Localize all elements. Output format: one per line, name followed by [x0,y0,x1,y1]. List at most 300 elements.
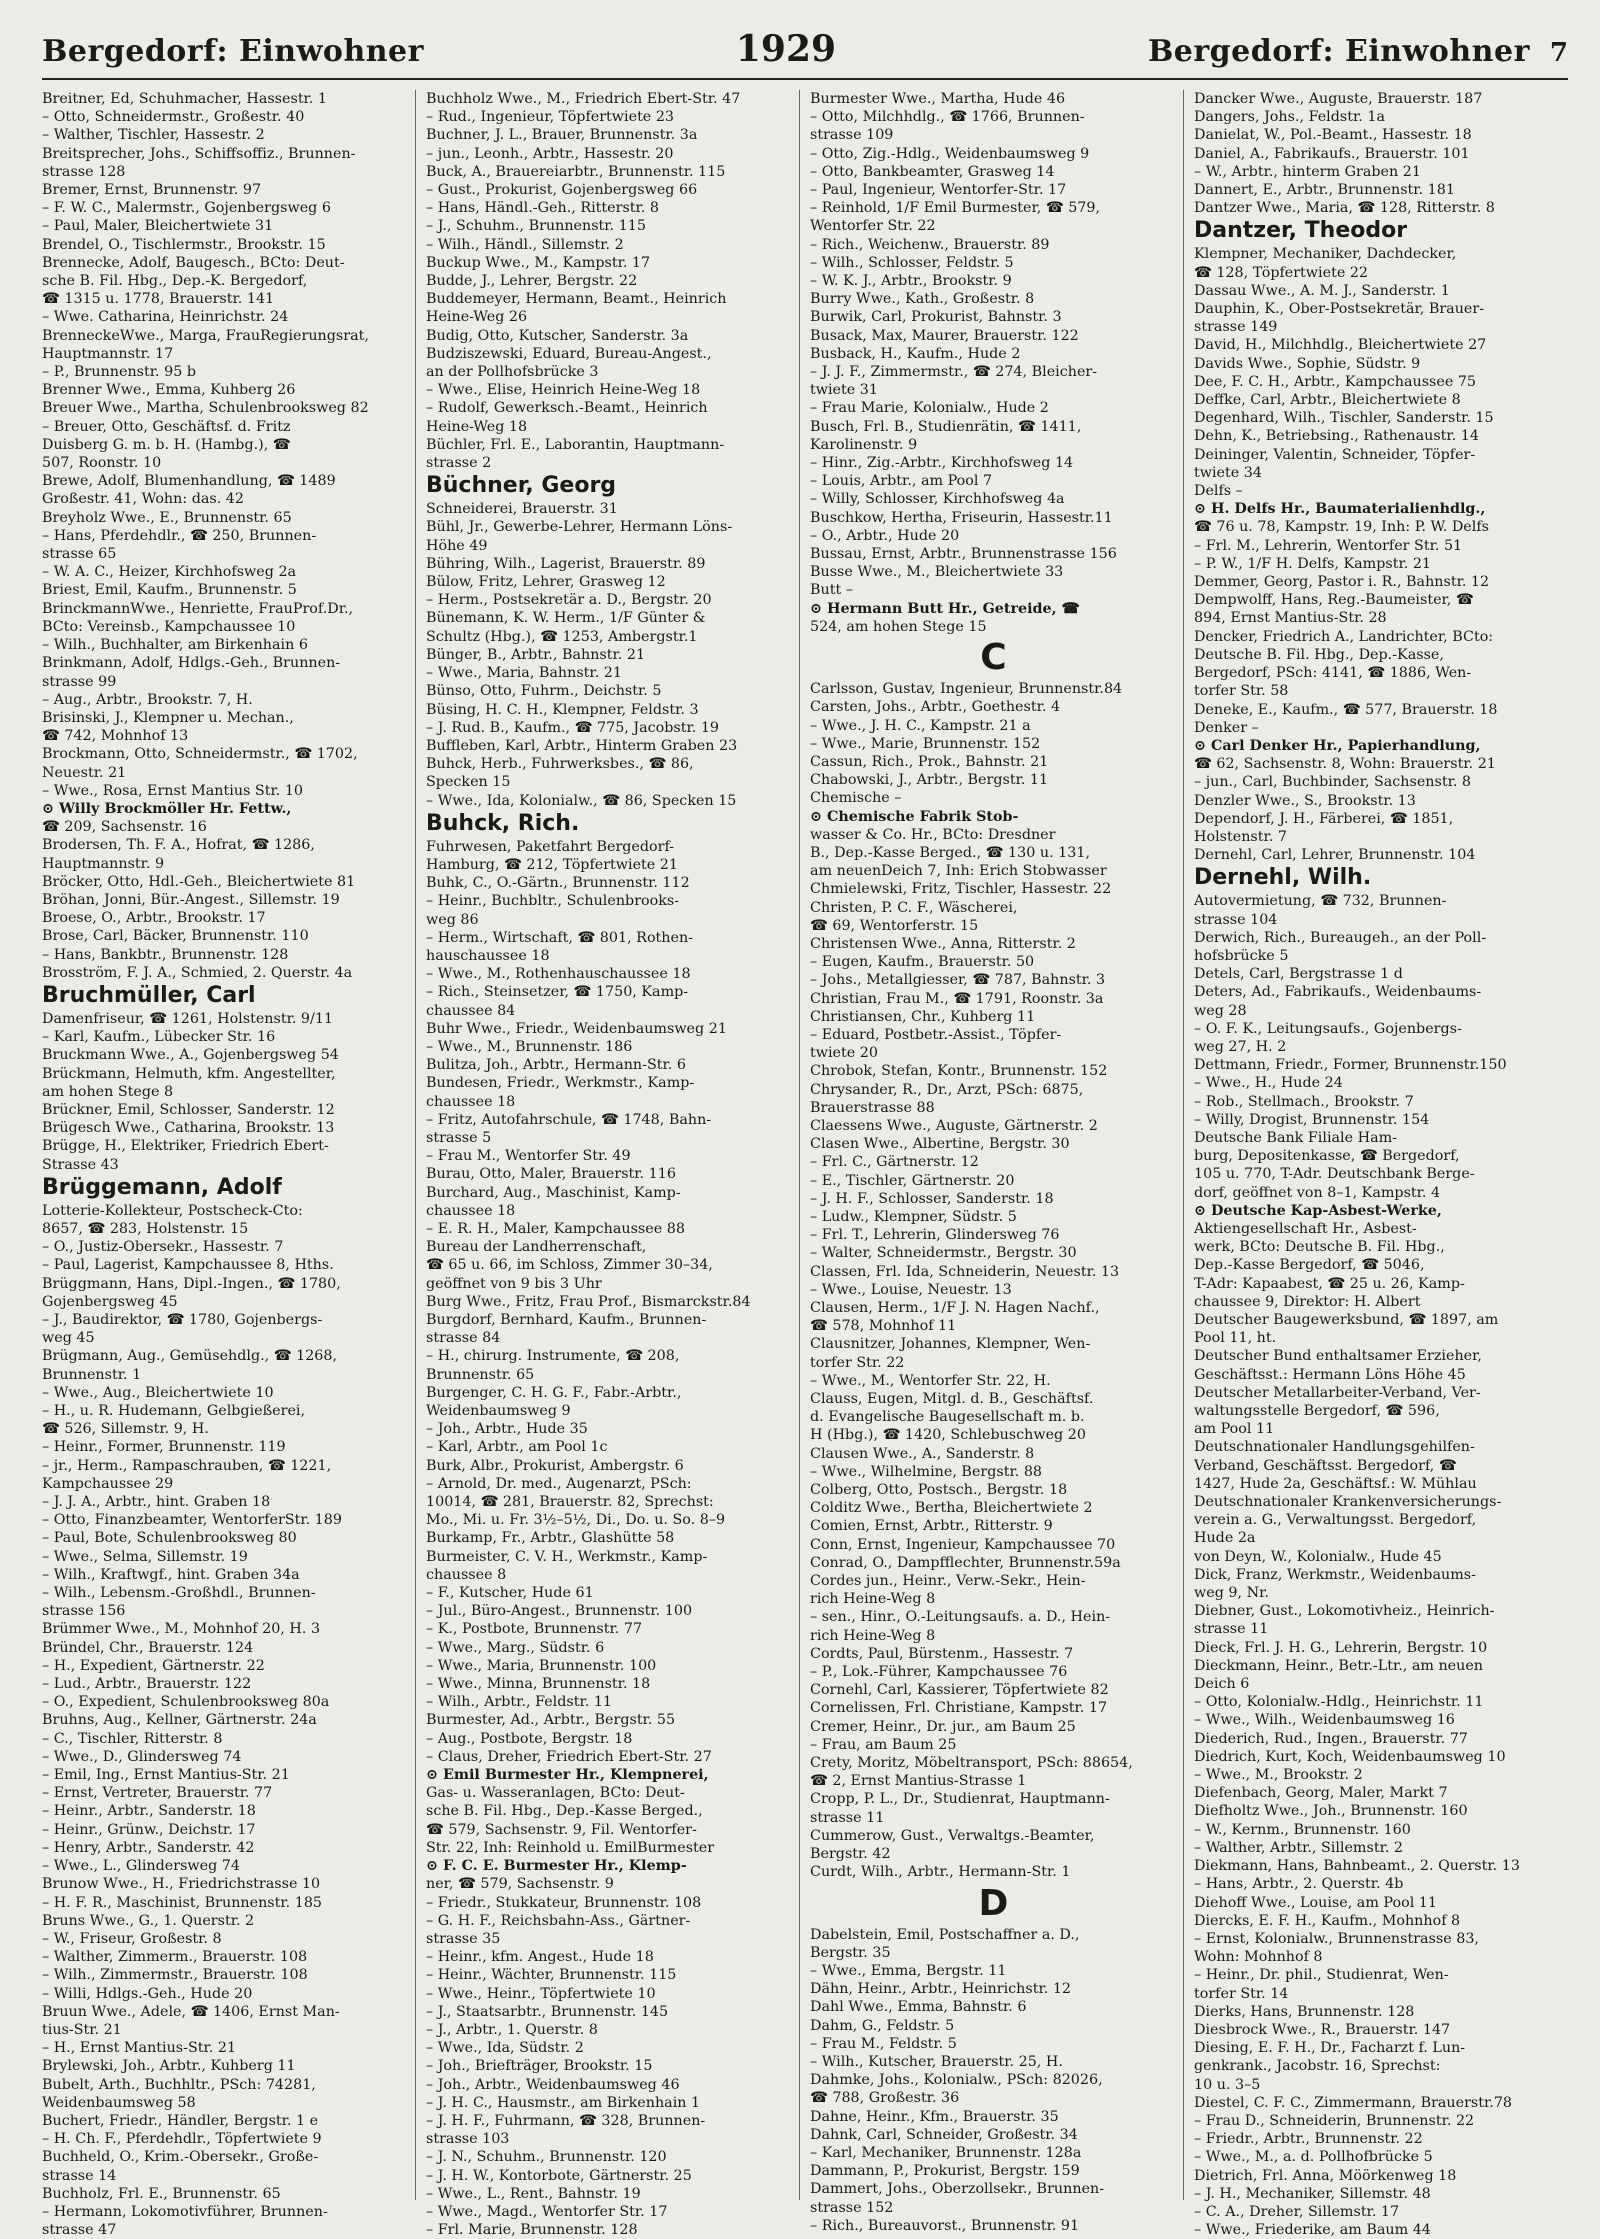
directory-entry: – Wwe., M., Brunnenstr. 186 [426,1038,633,1055]
directory-entry: Burmester, Ad., Arbtr., Bergstr. 55 [426,1712,676,1729]
directory-entry: Christen, P. C. F., Wäscherei, [810,899,1018,916]
directory-entry: Buchholz, Frl. E., Brunnenstr. 65 [42,2185,281,2202]
directory-entry: Hamburg, ☎ 212, Töpfertwiete 21 [426,856,679,873]
directory-entry: – Wwe., Rosa, Ernst Mantius Str. 10 [42,782,304,799]
directory-entry: Deutscher Bund enthaltsamer Erzieher, [1194,1348,1482,1365]
directory-entry: – Wwe., Elise, Heinrich Heine-Weg 18 [426,382,701,399]
directory-entry: – Wilh., Lebensm.-Großhdl., Brunnen- [42,1585,316,1602]
directory-entry: Autovermietung, ☎ 732, Brunnen- [1194,893,1447,910]
header-right [1148,34,1568,69]
directory-entry: – Emil, Ing., Ernst Mantius-Str. 21 [42,1767,290,1784]
directory-entry: – Eugen, Kaufm., Brauerstr. 50 [810,954,1035,971]
directory-entry: Buckup Wwe., M., Kampstr. 17 [426,254,651,271]
directory-entry: hofsbrücke 5 [1194,947,1289,964]
directory-entry: – Hinr., Zig.-Arbtr., Kirchhofsweg 14 [810,455,1074,472]
directory-entry: Cordes jun., Heinr., Verw.-Sekr., Hein- [810,1573,1086,1590]
directory-entry: Bünemann, K. W. Herm., 1/F Günter & [426,610,706,627]
directory-entry: Bünso, Otto, Fuhrm., Deichstr. 5 [426,683,662,700]
directory-entry: – Wwe., H., Hude 24 [1194,1075,1343,1092]
directory-entry: Busse Wwe., M., Bleichertwiete 33 [810,564,1064,581]
directory-entry: Deutsche Bank Filiale Ham- [1194,1129,1397,1146]
directory-entry: Dierks, Hans, Brunnenstr. 128 [1194,2003,1415,2020]
directory-entry: – Rud., Ingenieur, Töpfertwiete 23 [426,109,675,126]
directory-entry: – Wwe., Wilh., Weidenbaumsweg 16 [1194,1712,1455,1729]
directory-entry: Comien, Ernst, Arbtr., Ritterstr. 9 [810,1518,1053,1535]
directory-entry: – Paul, Ingenieur, Wentorfer-Str. 17 [810,182,1067,199]
directory-entry: – J. J. F., Zimmermstr., ☎ 274, Bleicher- [810,364,1098,381]
directory-entry: Dannert, E., Arbtr., Brunnenstr. 181 [1194,182,1455,199]
directory-entry: – Wwe., D., Glindersweg 74 [42,1748,242,1765]
directory-entry: – Wwe., Marie, Brunnenstr. 152 [810,735,1041,752]
directory-entry: Buchholz Wwe., M., Friedrich Ebert-Str. 47 [426,91,741,107]
directory-entry: ⊙ Emil Burmester Hr., Klempnerei, [426,1767,709,1784]
directory-entry: Dernehl, Carl, Lehrer, Brunnenstr. 104 [1194,847,1476,864]
directory-entry: Burgdorf, Bernhard, Kaufm., Brunnen- [426,1312,707,1328]
directory-entry: – Wwe., Selma, Sillemstr. 19 [42,1548,248,1565]
directory-entry: – Hans, Händl.-Geh., Ritterstr. 8 [426,200,659,217]
directory-entry: – F., Kutscher, Hude 61 [426,1585,594,1602]
directory-entry: 10014, ☎ 281, Brauerstr. 82, Sprechst: [426,1494,714,1511]
directory-entry: – Willi, Hdlgs.-Geh., Hude 20 [42,1985,253,2002]
directory-entry: Budziszewski, Eduard, Bureau-Angest., [426,345,712,362]
directory-entry: Deutschnationaler Handlungsgehilfen- [1194,1439,1475,1456]
directory-entry: – Rudolf, Gewerksch.-Beamt., Heinrich [426,400,708,417]
directory-entry: Busback, H., Kaufm., Hude 2 [810,345,1021,362]
directory-entry: Diesbrock Wwe., R., Brauerstr. 147 [1194,2021,1451,2038]
directory-entry: – Wwe., L., Rent., Bahnstr. 19 [426,2185,641,2202]
directory-entry: rich Heine-Weg 8 [810,1627,936,1644]
directory-entry: – E., Tischler, Gärtnerstr. 20 [810,1172,1015,1189]
directory-entry: – Reinhold, 1/F Emil Burmester, ☎ 579, [810,200,1101,217]
directory-entry: strasse 104 [1194,911,1278,928]
directory-entry: Cropp, P. L., Dr., Studienrat, Hauptmann- [810,1791,1110,1808]
directory-entry: Chrysander, R., Dr., Arzt, PSch: 6875, [810,1081,1084,1098]
directory-entry: – Johs., Metallgiesser, ☎ 787, Bahnstr. 3 [810,972,1106,989]
directory-entry: – Frau M., Wentorfer Str. 49 [426,1148,631,1165]
directory-entry: – Wilh., Kraftwgf., hint. Graben 34a [42,1566,300,1583]
directory-entry: – Otto, Schneidermstr., Großestr. 40 [42,109,305,126]
directory-entry: – O., Justiz-Obersekr., Hassestr. 7 [42,1239,284,1256]
directory-entry: strasse 152 [810,2199,894,2216]
directory-entry: – Walther, Arbtr., Sillemstr. 2 [1194,1839,1404,1856]
directory-entry: weg 28 [1194,1002,1247,1019]
directory-entry: Schneiderei, Brauerstr. 31 [426,501,618,518]
directory-entry: – P. W., 1/F H. Delfs, Kampstr. 21 [1194,555,1432,572]
directory-entry: – Heinr., kfm. Angest., Hude 18 [426,1949,654,1966]
directory-entry: – Wwe., J. H. C., Kampstr. 21 a [810,717,1031,734]
directory-entry: Heine-Weg 18 [426,418,528,435]
directory-heading: Buhck, Rich. [426,810,580,836]
directory-entry: Breyholz Wwe., E., Brunnenstr. 65 [42,509,292,526]
directory-entry: – J. Rud. B., Kaufm., ☎ 775, Jacobstr. 19 [426,719,720,736]
directory-entry: strasse 103 [426,2131,510,2148]
directory-entry: twiete 34 [1194,464,1262,481]
directory-entry: Mo., Mi. u. Fr. 3½–5½, Di., Do. u. So. 8–9 [426,1512,726,1529]
directory-entry: – Walther, Zimmerm., Brauerstr. 108 [42,1949,308,1966]
directory-entry: – Wwe., Maria, Brunnenstr. 100 [426,1657,657,1674]
directory-entry: Brügge, H., Elektriker, Friedrich Ebert- [42,1138,329,1155]
directory-entry: Demmer, Georg, Pastor i. R., Bahnstr. 12 [1194,574,1490,591]
directory-entry: – jun., Leonh., Arbtr., Hassestr. 20 [426,145,674,162]
directory-entry: – Heinr., Arbtr., Sanderstr. 18 [42,1803,256,1820]
directory-entry: Brendel, O., Tischlermstr., Brookstr. 15 [42,236,326,253]
directory-entry: – Herm., Wirtschaft, ☎ 801, Rothen- [426,929,693,946]
directory-entry: – Gust., Prokurist, Gojenbergsweg 66 [426,182,698,199]
directory-heading: Brüggemann, Adolf [42,1174,282,1200]
directory-entry: Bühring, Wilh., Lagerist, Brauerstr. 89 [426,555,706,572]
directory-entry: – H., Ernst Mantius-Str. 21 [42,2040,237,2057]
directory-entry: Brockmann, Otto, Schneidermstr., ☎ 1702, [42,746,358,763]
directory-entry: Burk, Albr., Prokurist, Ambergstr. 6 [426,1457,684,1474]
directory-entry: ⊙ H. Delfs Hr., Baumaterialienhdlg., [1194,501,1486,518]
directory-entry: Dettmann, Friedr., Former, Brunnenstr.150 [1194,1057,1507,1074]
directory-entry: – J. H., Mechaniker, Sillemstr. 48 [1194,2185,1431,2202]
directory-entry: – Frl. T., Lehrerin, Glindersweg 76 [810,1227,1060,1244]
directory-entry: – Wwe., Marg., Südstr. 6 [426,1639,605,1656]
directory-entry: waltungsstelle Bergedorf, ☎ 596, [1194,1403,1440,1420]
directory-entry: ☎ 62, Sachsenstr. 8, Wohn: Brauerstr. 21 [1194,756,1496,773]
directory-entry: Großestr. 41, Wohn: das. 42 [42,491,244,508]
directory-entry: – Wwe., M., Rothenhauschaussee 18 [426,966,691,983]
directory-entry: Damenfriseur, ☎ 1261, Holstenstr. 9/11 [42,1010,334,1027]
directory-entry: – Jul., Büro-Angest., Brunnenstr. 100 [426,1603,693,1620]
directory-entry: – Louis, Arbtr., am Pool 7 [810,473,993,490]
directory-entry: strasse 65 [42,546,117,563]
directory-entry: Diefholtz Wwe., Joh., Brunnenstr. 160 [1194,1803,1468,1820]
directory-entry: Deutsche B. Fil. Hbg., Dep.-Kasse, [1194,646,1444,663]
directory-entry: d. Evangelische Baugesellschaft m. b. [810,1409,1085,1426]
directory-entry: Buhck, Herb., Fuhrwerksbes., ☎ 86, [426,756,694,773]
directory-entry: Brunow Wwe., H., Friedrichstrasse 10 [42,1876,321,1893]
directory-heading: Dantzer, Theodor [1194,218,1408,244]
directory-entry: Lotterie-Kollekteur, Postscheck-Cto: [42,1202,303,1219]
directory-entry: Weidenbaumsweg 9 [426,1403,571,1420]
directory-entry: – O., Arbtr., Hude 20 [810,527,960,544]
directory-entry: Duisberg G. m. b. H. (Hambg.), ☎ [42,436,291,453]
header-year: 1929 [735,28,837,70]
directory-entry: werk, BCto: Deutsche B. Fil. Hbg., [1194,1239,1445,1256]
directory-entry: – Wwe., Minna, Brunnenstr. 18 [426,1676,651,1693]
directory-entry: Colditz Wwe., Bertha, Bleichertwiete 2 [810,1500,1093,1517]
directory-entry: Bundesen, Friedr., Werkmstr., Kamp- [426,1075,695,1092]
directory-entry: – Friedr., Stukkateur, Brunnenstr. 108 [426,1894,702,1911]
directory-entry: Diederich, Rud., Ingen., Brauerstr. 77 [1194,1730,1468,1747]
directory-entry: Bülow, Fritz, Lehrer, Grasweg 12 [426,574,666,591]
directory-entry: Dahmke, Johs., Kolonialw., PSch: 82026, [810,2072,1103,2089]
directory-entry: – J. N., Schuhm., Brunnenstr. 120 [426,2149,667,2166]
directory-entry: Bröcker, Otto, Hdl.-Geh., Bleichertwiete 81 [42,873,356,890]
directory-entry: – H. Ch. F., Pferdehdlr., Töpfertwiete 9 [42,2131,322,2148]
directory-entry: – Fritz, Autofahrschule, ☎ 1748, Bahn- [426,1111,712,1128]
directory-entry: ☎ 1315 u. 1778, Brauerstr. 141 [42,291,275,308]
directory-entry: – Rob., Stellmach., Brookstr. 7 [1194,1093,1414,1110]
directory-entry: strasse 84 [426,1330,501,1347]
directory-entry: – Walther, Tischler, Hassestr. 2 [42,127,265,144]
directory-entry: ☎ 579, Sachsenstr. 9, Fil. Wentorfer- [426,1821,697,1838]
directory-entry: Clausen Wwe., A., Sanderstr. 8 [810,1445,1035,1462]
directory-entry: weg 9, Nr. [1194,1585,1269,1602]
directory-entry: Diebner, Gust., Lokomotivheiz., Heinrich- [1194,1603,1495,1620]
directory-entry: – O. F. K., Leitungsaufs., Gojenbergs- [1194,1020,1462,1037]
directory-entry: – Hermann, Lokomotivführer, Brunnen- [42,2203,328,2220]
directory-entry: Dahl Wwe., Emma, Bahnstr. 6 [810,1999,1027,2016]
directory-heading: Dernehl, Wilh. [1194,865,1372,891]
directory-entry: – Otto, Zig.-Hdlg., Weidenbaumsweg 9 [810,145,1090,162]
directory-entry: – Frau Marie, Kolonialw., Hude 2 [810,400,1049,417]
directory-entry: ☎ 128, Töpfertwiete 22 [1194,264,1369,281]
directory-entry: – Lud., Arbtr., Brauerstr. 122 [42,1676,252,1693]
directory-entry: sche B. Fil. Hbg., Dep.-Kasse Berged., [426,1803,703,1820]
column-4 [1194,90,1568,2239]
directory-entry: 507, Roonstr. 10 [42,455,162,472]
directory-entry: – Wilh., Händl., Sillemstr. 2 [426,236,624,253]
directory-entry: Burmester Wwe., Martha, Hude 46 [810,91,1066,107]
directory-entry: Diestel, C. F. C., Zimmermann, Brauerstr.78 [1194,2094,1513,2111]
directory-entry: Christiansen, Chr., Kuhberg 11 [810,1008,1036,1025]
directory-entry: chaussee 84 [426,1002,516,1019]
directory-entry: – J., Staatsarbtr., Brunnenstr. 145 [426,2003,669,2020]
directory-entry: – Frau, am Baum 25 [810,1736,957,1753]
directory-entry: – P., Lok.-Führer, Kampchaussee 76 [810,1664,1068,1681]
directory-entry: – C. A., Dreher, Sillemstr. 17 [1194,2203,1400,2220]
directory-entry: Christensen Wwe., Anna, Ritterstr. 2 [810,935,1076,952]
directory-entry: Bremer, Ernst, Brunnenstr. 97 [42,182,262,199]
directory-entry: Degenhard, Wilh., Tischler, Sanderstr. 15 [1194,410,1494,427]
directory-entry: – Frl. Marie, Brunnenstr. 128 [426,2222,638,2239]
directory-entry: – H., Expedient, Gärtnerstr. 22 [42,1657,265,1674]
directory-entry: – Claus, Dreher, Friedrich Ebert-Str. 27 [426,1748,712,1765]
directory-entry: Buddemeyer, Hermann, Beamt., Heinrich [426,291,727,308]
directory-entry: – H. F. R., Maschinist, Brunnenstr. 185 [42,1894,323,1911]
directory-entry: Diefenbach, Georg, Maler, Markt 7 [1194,1785,1448,1802]
directory-entry: Brümmer Wwe., M., Mohnhof 20, H. 3 [42,1621,321,1638]
directory-entry: – F. W. C., Malermstr., Gojenbergsweg 6 [42,200,331,217]
directory-entry: Clausen, Herm., 1/F J. N. Hagen Nachf., [810,1300,1100,1316]
directory-entry: Chemische – [810,790,902,807]
directory-entry: Dee, F. C. H., Arbtr., Kampchaussee 75 [1194,373,1477,390]
directory-entry: genkrank., Jacobstr. 16, Sprechst: [1194,2058,1441,2075]
directory-entry: Bruun Wwe., Adele, ☎ 1406, Ernst Man- [42,2003,340,2020]
column-2 [426,90,800,2239]
directory-entry: Clasen Wwe., Albertine, Bergstr. 30 [810,1136,1070,1153]
directory-entry: – Karl, Kaufm., Lübecker Str. 16 [42,1029,276,1046]
directory-entry: Butt – [810,582,853,599]
directory-entry: Dauphin, K., Ober-Postsekretär, Brauer- [1194,301,1485,318]
directory-entry: Bergedorf, PSch: 4141, ☎ 1886, Wen- [1194,665,1472,682]
directory-entry: – Heinr., Former, Brunnenstr. 119 [42,1439,286,1456]
directory-entry: burg, Depositenkasse, ☎ Bergedorf, [1194,1148,1460,1165]
directory-entry: weg 45 [42,1330,95,1347]
directory-entry: Bruckmann Wwe., A., Gojenbergsweg 54 [42,1047,339,1064]
directory-entry: – Wwe., Ida, Kolonialw., ☎ 86, Specken 15 [426,792,737,809]
directory-entry: Deininger, Valentin, Schneider, Töpfer- [1194,446,1476,463]
directory-entry: – Hans, Pferdehdlr., ☎ 250, Brunnen- [42,527,317,544]
directory-entry: Chmielewski, Fritz, Tischler, Hassestr. 22 [810,881,1112,898]
directory-entry: Verband, Geschäftsst. Bergedorf, ☎ [1194,1457,1457,1474]
directory-entry: Wohn: Mohnhof 8 [1194,1949,1323,1966]
section-letter: C [980,637,1007,679]
directory-entry: Burau, Otto, Maler, Brauerstr. 116 [426,1166,676,1183]
directory-entry: Burchard, Aug., Maschinist, Kamp- [426,1184,681,1201]
column-3 [810,90,1184,2234]
directory-entry: chaussee 9, Direktor: H. Albert [1194,1293,1421,1310]
directory-entry: Dammann, P., Prokurist, Bergstr. 159 [810,2163,1080,2180]
directory-entry: Hauptmannstr. 9 [42,855,165,872]
directory-entry: Diekmann, Hans, Bahnbeamt., 2. Querstr. 13 [1194,1858,1520,1875]
directory-entry: – G. H. F., Reichsbahn-Ass., Gärtner- [426,1912,691,1929]
directory-entry: Dietrich, Frl. Anna, Möörkenweg 18 [1194,2167,1457,2184]
directory-entry: David, H., Milchhdlg., Bleichertwiete 27 [1194,337,1487,354]
directory-entry: – Frl. C., Gärtnerstr. 12 [810,1154,979,1171]
directory-entry: Burgenger, C. H. G. F., Fabr.-Arbtr., [426,1384,682,1401]
directory-entry: ☎ 65 u. 66, im Schloss, Zimmer 30–34, [426,1257,713,1274]
directory-entry: Heine-Weg 26 [426,309,528,326]
directory-entry: – Wwe., Ida, Südstr. 2 [426,2040,584,2057]
directory-entry: ⊙ Willy Brockmöller Hr. Fettw., [42,800,292,817]
directory-entry: Neuestr. 21 [42,764,127,781]
directory-entry: H (Hbg.), ☎ 1420, Schlebuschweg 20 [810,1427,1086,1444]
directory-entry: 8657, ☎ 283, Holstenstr. 15 [42,1220,249,1237]
directory-entry: dorf, geöffnet von 8–1, Kampstr. 4 [1194,1184,1441,1201]
directory-heading: Bruchmüller, Carl [42,982,256,1008]
directory-heading: Büchner, Georg [426,473,617,499]
directory-entry: Dassau Wwe., A. M. J., Sanderstr. 1 [1194,282,1450,299]
directory-entry: – Wwe. Catharina, Heinrichstr. 24 [42,309,289,326]
directory-entry: Diehoff Wwe., Louise, am Pool 11 [1194,1894,1437,1911]
directory-entry: Christian, Frau M., ☎ 1791, Roonstr. 3a [810,990,1104,1007]
directory-entry: weg 86 [426,911,479,928]
directory-entry: Bussau, Ernst, Arbtr., Brunnenstrasse 156 [810,546,1117,563]
directory-entry: Burwik, Carl, Prokurist, Bahnstr. 3 [810,309,1062,326]
directory-entry: Buhk, C., O.-Gärtn., Brunnenstr. 112 [426,875,690,892]
directory-entry: Buck, A., Brauereiarbtr., Brunnenstr. 115 [426,163,726,180]
directory-entry: – J., Schuhm., Brunnenstr. 115 [426,218,646,235]
directory-entry: Dahne, Heinr., Kfm., Brauerstr. 35 [810,2108,1059,2125]
directory-entry: – Wwe., Heinr., Töpfertwiete 10 [426,1985,656,2002]
directory-entry: ☎ 526, Sillemstr. 9, H. [42,1421,209,1438]
directory-entry: – J. H. F., Fuhrmann, ☎ 328, Brunnen- [426,2112,706,2129]
directory-entry: Gas- u. Wasseranlagen, BCto: Deut- [426,1785,685,1802]
directory-entry: Dahnk, Carl, Schneider, Großestr. 34 [810,2126,1078,2143]
directory-entry: strasse 109 [810,127,894,144]
directory-entry: Weidenbaumsweg 58 [42,2094,196,2111]
directory-entry: – Aug., Postbote, Bergstr. 18 [426,1730,633,1747]
directory-entry: – Otto, Milchhdlg., ☎ 1766, Brunnen- [810,109,1085,126]
directory-entry: ⊙ Deutsche Kap-Asbest-Werke, [1194,1202,1442,1219]
directory-entry: – C., Tischler, Ritterstr. 8 [42,1730,223,1747]
directory-entry: Carsten, Johs., Arbtr., Goethestr. 4 [810,699,1061,716]
directory-entry: – Wwe., Maria, Bahnstr. 21 [426,665,622,682]
directory-entry: – O., Expedient, Schulenbrooksweg 80a [42,1694,330,1711]
directory-entry: – jun., Carl, Buchbinder, Sachsenstr. 8 [1194,774,1472,791]
directory-entry: Briest, Emil, Kaufm., Brunnenstr. 5 [42,582,297,599]
directory-entry: – Willy, Schlosser, Kirchhofsweg 4a [810,491,1065,508]
directory-entry: Buschkow, Hertha, Friseurin, Hassestr.11 [810,509,1113,526]
directory-entry: Curdt, Wilh., Arbtr., Hermann-Str. 1 [810,1864,1071,1881]
directory-entry: Cassun, Rich., Prok., Bahnstr. 21 [810,753,1049,770]
directory-entry: Breitner, Ed, Schuhmacher, Hassestr. 1 [42,91,328,107]
directory-entry: Brügesch Wwe., Catharina, Brookstr. 13 [42,1120,335,1137]
directory-entry: ner, ☎ 579, Sachsenstr. 9 [426,1876,614,1893]
directory-entry: – Wwe., Louise, Neuestr. 13 [810,1281,1012,1298]
directory-entry: Pool 11, ht. [1194,1330,1277,1347]
directory-entry: ☎ 209, Sachsenstr. 16 [42,819,207,836]
directory-entry: ⊙ Chemische Fabrik Stob- [810,808,1019,825]
directory-entry: – W. K. J., Arbtr., Brookstr. 9 [810,273,1012,290]
directory-entry: – Rich., Weichenw., Brauerstr. 89 [810,236,1050,253]
directory-entry: chaussee 18 [426,1093,516,1110]
directory-entry: – Hans, Bankbtr., Brunnenstr. 128 [42,946,289,963]
directory-entry: – Heinr., Buchbltr., Schulenbrooks- [426,893,680,910]
directory-entry: – W. A. C., Heizer, Kirchhofsweg 2a [42,564,297,581]
directory-entry: – Herm., Postsekretär a. D., Bergstr. 20 [426,592,712,609]
directory-entry: tius-Str. 21 [42,2021,122,2038]
directory-entry: – Arnold, Dr. med., Augenarzt, PSch: [426,1475,692,1492]
directory-entry: Danielat, W., Pol.-Beamt., Hassestr. 18 [1194,127,1472,144]
directory-entry: Dammert, Johs., Oberzollsekr., Brunnen- [810,2181,1105,2198]
directory-entry: Budig, Otto, Kutscher, Sanderstr. 3a [426,327,689,344]
directory-entry: Classen, Frl. Ida, Schneiderin, Neuestr. 13 [810,1263,1120,1280]
directory-entry: Fuhrwesen, Paketfahrt Bergedorf- [426,838,675,855]
directory-entry: BrinckmannWwe., Henriette, FrauProf.Dr., [42,600,354,617]
directory-entry: Dempwolff, Hans, Reg.-Baumeister, ☎ [1194,592,1474,609]
directory-entry: Colberg, Otto, Postsch., Bergstr. 18 [810,1482,1068,1499]
directory-entry: – Heinr., Dr. phil., Studienrat, Wen- [1194,1967,1449,1984]
directory-entry: – Hans, Arbtr., 2. Querstr. 4b [1194,1876,1404,1893]
directory-entry: – Frau M., Feldstr. 5 [810,2035,957,2052]
directory-entry: Bulitza, Joh., Arbtr., Hermann-Str. 6 [426,1057,686,1074]
directory-entry: – Wwe., Wilhelmine, Bergstr. 88 [810,1463,1043,1480]
directory-entry: Bühl, Jr., Gewerbe-Lehrer, Hermann Löns- [426,519,733,536]
directory-entry: torfer Str. 14 [1194,1985,1289,2002]
directory-entry: Bruhns, Aug., Kellner, Gärtnerstr. 24a [42,1712,317,1729]
directory-entry: ☎ 578, Mohnhof 11 [810,1318,957,1335]
directory-entry: Clausnitzer, Johannes, Klempner, Wen- [810,1336,1091,1353]
directory-entry: – Paul, Lagerist, Kampchaussee 8, Hths. [42,1257,334,1274]
directory-entry: – Wwe., Emma, Bergstr. 11 [810,1962,1007,1979]
directory-entry: Aktiengesellschaft Hr., Asbest- [1194,1220,1417,1237]
directory-entry: strasse 47 [42,2222,117,2239]
directory-entry: ☎ 742, Mohnhof 13 [42,728,189,745]
directory-entry: – Rich., Bureauvorst., Brunnenstr. 91 [810,2217,1080,2234]
directory-entry: geöffnet von 9 bis 3 Uhr [426,1275,602,1292]
directory-entry: Breuer Wwe., Martha, Schulenbrooksweg 82 [42,400,369,417]
directory-entry: Klempner, Mechaniker, Dachdecker, [1194,246,1457,263]
directory-entry: – Wwe., Friederike, am Baum 44 [1194,2222,1431,2239]
directory-entry: Cremer, Heinr., Dr. jur., am Baum 25 [810,1718,1076,1735]
directory-entry: – Ernst, Vertreter, Brauerstr. 77 [42,1785,273,1802]
directory-entry: Crety, Moritz, Möbeltransport, PSch: 88654, [810,1755,1133,1772]
directory-entry: – Otto, Bankbeamter, Grasweg 14 [810,163,1055,180]
directory-entry: an der Pollhofsbrücke 3 [426,364,599,381]
directory-entry: Dencker, Friedrich A., Landrichter, BCto: [1194,628,1494,645]
directory-entry: Dieckmann, Heinr., Betr.-Ltr., am neuen [1194,1657,1484,1674]
directory-entry: Brosström, F. J. A., Schmied, 2. Querstr. 4a [42,964,353,981]
directory-columns [42,90,1568,2239]
directory-entry: – Paul, Maler, Bleichertwiete 31 [42,218,274,235]
directory-entry: Burry Wwe., Kath., Großestr. 8 [810,291,1035,308]
directory-entry: Denzler Wwe., S., Brookstr. 13 [1194,792,1416,809]
directory-entry: – Walter, Schneidermstr., Bergstr. 30 [810,1245,1077,1262]
directory-entry: – J. J. A., Arbtr., hint. Graben 18 [42,1494,271,1511]
directory-entry: twiete 31 [810,382,878,399]
directory-entry: Breitsprecher, Johs., Schiffsoffiz., Brunnen- [42,145,356,162]
directory-entry: Clauss, Eugen, Mitgl. d. B., Geschäftsf. [810,1391,1094,1408]
directory-entry: Dehn, K., Betriebsing., Rathenaustr. 14 [1194,428,1479,445]
directory-entry: chaussee 8 [426,1566,507,1583]
directory-entry: – Wwe., M., Brookstr. 2 [1194,1767,1363,1784]
directory-entry: ☎ 76 u. 78, Kampstr. 19, Inh: P. W. Delfs [1194,519,1489,536]
